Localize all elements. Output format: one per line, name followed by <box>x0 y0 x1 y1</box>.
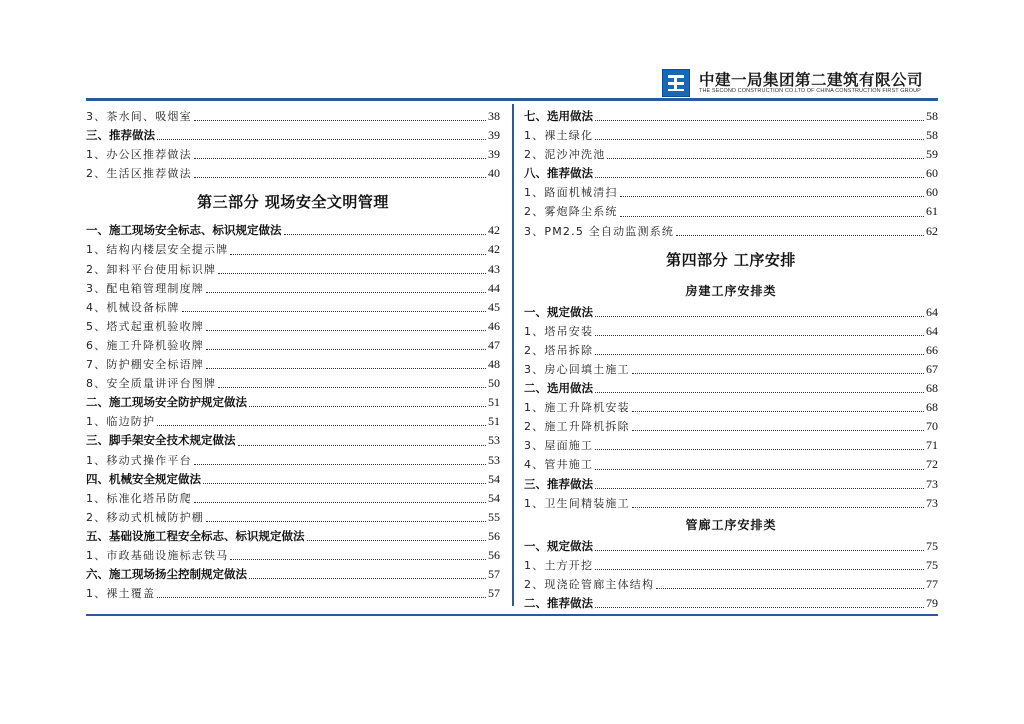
toc-entry-page: 57 <box>488 586 500 601</box>
toc-section-page: 42 <box>488 223 500 238</box>
toc-entry-title: 1、施工升降机安装 <box>524 401 630 415</box>
toc-entry-title: 1、裸土绿化 <box>524 129 594 143</box>
toc-entry-title: 2、生活区推荐做法 <box>86 167 192 181</box>
dot-leader <box>249 578 486 579</box>
toc-entry-title: 2、卸料平台使用标识牌 <box>86 262 217 276</box>
toc-section[interactable] <box>524 379 938 398</box>
toc-entry[interactable] <box>86 508 500 527</box>
toc-entry[interactable] <box>524 436 938 455</box>
toc-entry-title: 2、施工升降机拆除 <box>524 420 630 434</box>
dot-leader <box>595 139 924 140</box>
toc-section-title: 三、脚手架安全技术规定做法 <box>86 433 236 448</box>
toc-entry[interactable] <box>524 398 938 417</box>
part-heading: 第三部分 现场安全文明管理 <box>197 193 389 212</box>
toc-entry-page: 72 <box>926 457 938 472</box>
dot-leader <box>203 483 486 484</box>
toc-section-page: 56 <box>488 528 500 543</box>
toc-section[interactable] <box>86 527 500 546</box>
dot-leader <box>218 387 486 388</box>
toc-right-column <box>524 107 938 613</box>
part-heading: 第四部分 工序安排 <box>666 250 796 269</box>
toc-section-page: 60 <box>926 166 938 181</box>
toc-section[interactable] <box>86 126 500 145</box>
toc-section-page: 58 <box>926 109 938 123</box>
toc-section-title: 三、推荐做法 <box>86 128 155 143</box>
toc-entry-page: 42 <box>488 242 500 257</box>
toc-entry[interactable] <box>86 260 500 279</box>
dot-leader <box>595 335 924 336</box>
dot-leader <box>676 235 924 236</box>
toc-entry-title: 1、土方开挖 <box>524 558 594 572</box>
toc-entry-page: 53 <box>488 452 500 467</box>
toc-entry-page: 40 <box>488 166 500 181</box>
toc-entry-title: 1、卫生间精装施工 <box>524 496 630 510</box>
toc-section-title: 二、施工现场安全防护规定做法 <box>86 395 247 410</box>
toc-entry-title: 1、裸土覆盖 <box>86 587 156 601</box>
dot-leader <box>620 216 924 217</box>
toc-section-page: 68 <box>926 381 938 396</box>
toc-entry-page: 71 <box>926 438 938 453</box>
toc-entry-page: 64 <box>926 323 938 338</box>
toc-entry[interactable] <box>524 145 938 164</box>
toc-entry-page: 60 <box>926 185 938 200</box>
dot-leader <box>632 507 924 508</box>
toc-section[interactable] <box>86 470 500 489</box>
dot-leader <box>595 177 924 178</box>
toc-entry-title: 1、标准化塔吊防爬 <box>86 491 192 505</box>
toc-section-page: 75 <box>926 538 938 553</box>
toc-entry[interactable] <box>86 336 500 355</box>
dot-leader <box>194 502 486 503</box>
toc-entry-title: 1、办公区推荐做法 <box>86 148 192 162</box>
toc-entry-page: 61 <box>926 204 938 219</box>
toc-section[interactable] <box>524 303 938 322</box>
dot-leader <box>656 588 924 589</box>
dot-leader <box>607 158 924 159</box>
dot-leader <box>194 158 486 159</box>
toc-section-page: 79 <box>926 595 938 610</box>
dot-leader <box>206 368 486 369</box>
dot-leader <box>595 607 924 608</box>
toc-section[interactable] <box>86 393 500 412</box>
dot-leader <box>218 273 486 274</box>
toc-section-page: 53 <box>488 433 500 448</box>
dot-leader <box>238 445 487 446</box>
toc-section[interactable] <box>86 565 500 584</box>
dot-leader <box>632 430 924 431</box>
toc-entry[interactable] <box>524 322 938 341</box>
toc-entry-page: 66 <box>926 342 938 357</box>
toc-entry-page: 67 <box>926 361 938 376</box>
toc-entry[interactable] <box>86 279 500 298</box>
toc-section-title: 一、规定做法 <box>524 304 593 319</box>
dot-leader <box>632 373 924 374</box>
toc-entry-page: 62 <box>926 223 938 238</box>
toc-entry-page: 46 <box>488 318 500 333</box>
toc-section-page: 64 <box>926 304 938 319</box>
dot-leader <box>595 469 924 470</box>
toc-section[interactable] <box>524 107 938 126</box>
toc-section-page: 54 <box>488 471 500 486</box>
toc-entry-title: 6、施工升降机验收牌 <box>86 338 204 352</box>
toc-entry-title: 3、配电箱管理制度牌 <box>86 281 204 295</box>
toc-entry-page: 75 <box>926 557 938 572</box>
toc-entry-title: 4、机械设备标牌 <box>86 300 180 314</box>
toc-entry[interactable] <box>524 183 938 202</box>
toc-entry-title: 8、安全质量讲评台图牌 <box>86 377 217 391</box>
toc-entry-title: 1、塔吊安装 <box>524 324 594 338</box>
toc-entry-title: 1、路面机械清扫 <box>524 186 618 200</box>
toc-entry-title: 2、塔吊拆除 <box>524 343 594 357</box>
dot-leader <box>206 349 486 350</box>
toc-entry[interactable] <box>86 584 500 603</box>
toc-entry[interactable] <box>524 494 938 513</box>
toc-section-page: 73 <box>926 476 938 491</box>
toc-entry-page: 73 <box>926 495 938 510</box>
toc-section-title: 二、推荐做法 <box>524 595 593 610</box>
column-divider <box>512 104 514 606</box>
toc-entry[interactable] <box>86 145 500 164</box>
dot-leader <box>230 559 486 560</box>
page-header <box>0 0 1024 100</box>
toc-entry[interactable] <box>86 107 500 126</box>
toc-entry-page: 59 <box>926 147 938 162</box>
dot-leader <box>194 120 486 121</box>
company-name-en: THE SECOND CONSTRUCTION CO.LTD OF CHINA CONSTRUCTION FIRST GROUP <box>699 88 921 94</box>
toc-entry[interactable] <box>86 546 500 565</box>
toc-entry[interactable] <box>86 451 500 470</box>
toc-entry[interactable] <box>524 360 938 379</box>
toc-entry-page: 68 <box>926 400 938 415</box>
toc-entry-title: 2、泥沙冲洗池 <box>524 148 606 162</box>
dot-leader <box>194 464 486 465</box>
toc-entry-page: 54 <box>488 490 500 505</box>
dot-leader <box>206 330 486 331</box>
toc-entry-title: 1、市政基础设施标志铁马 <box>86 548 229 562</box>
toc-section-title: 一、规定做法 <box>524 538 593 553</box>
dot-leader <box>595 316 924 317</box>
dot-leader <box>249 406 486 407</box>
toc-entry[interactable] <box>86 298 500 317</box>
toc-section-title: 四、机械安全规定做法 <box>86 471 201 486</box>
dot-leader <box>595 488 924 489</box>
toc-entry[interactable] <box>86 164 500 183</box>
toc-entry-title: 5、塔式起重机验收牌 <box>86 319 204 333</box>
toc-entry[interactable] <box>86 489 500 508</box>
dot-leader <box>182 311 486 312</box>
toc-entry-page: 58 <box>926 128 938 143</box>
toc-entry-page: 56 <box>488 547 500 562</box>
toc-entry-page: 44 <box>488 280 500 295</box>
toc-left-column <box>86 107 500 603</box>
toc-section[interactable] <box>524 475 938 494</box>
toc-entry-title: 1、临边防护 <box>86 415 156 429</box>
toc-entry[interactable] <box>524 556 938 575</box>
dot-leader <box>206 292 486 293</box>
toc-entry-page: 39 <box>488 147 500 162</box>
toc-entry[interactable] <box>524 126 938 145</box>
toc-entry[interactable] <box>86 317 500 336</box>
dot-leader <box>620 196 924 197</box>
dot-leader <box>595 569 924 570</box>
toc-entry[interactable] <box>86 374 500 393</box>
toc-entry-title: 3、屋面施工 <box>524 439 594 453</box>
dot-leader <box>307 540 487 541</box>
toc-section[interactable] <box>524 594 938 613</box>
toc-entry-title: 2、雾炮降尘系统 <box>524 205 618 219</box>
toc-entry-title: 1、结构内楼层安全提示牌 <box>86 243 229 257</box>
toc-entry-page: 48 <box>488 357 500 372</box>
toc-entry-title: 1、移动式操作平台 <box>86 453 192 467</box>
subsection-heading: 房建工序安排类 <box>685 283 777 298</box>
toc-section[interactable] <box>524 537 938 556</box>
dot-leader <box>595 392 924 393</box>
dot-leader <box>284 234 487 235</box>
toc-section-title: 二、选用做法 <box>524 381 593 396</box>
toc-entry[interactable] <box>86 240 500 259</box>
toc-entry-title: 3、房心回填土施工 <box>524 362 630 376</box>
dot-leader <box>595 354 924 355</box>
toc-entry[interactable] <box>524 575 938 594</box>
toc-section[interactable] <box>86 431 500 450</box>
toc-section-page: 39 <box>488 128 500 143</box>
dot-leader <box>230 254 486 255</box>
toc-section-title: 三、推荐做法 <box>524 476 593 491</box>
footer-rule <box>86 614 938 616</box>
header-rule <box>86 98 938 101</box>
toc-section-title: 八、推荐做法 <box>524 166 593 181</box>
toc-entry[interactable] <box>524 341 938 360</box>
toc-entry-title: 4、管井施工 <box>524 458 594 472</box>
dot-leader <box>157 425 486 426</box>
toc-entry-page: 77 <box>926 576 938 591</box>
dot-leader <box>157 597 486 598</box>
toc-entry[interactable] <box>524 455 938 474</box>
dot-leader <box>595 449 924 450</box>
toc-entry-page: 55 <box>488 509 500 524</box>
toc-section-page: 51 <box>488 395 500 410</box>
toc-entry-page: 50 <box>488 376 500 391</box>
toc-entry-title: 2、现浇砼管廊主体结构 <box>524 577 655 591</box>
toc-entry[interactable] <box>524 417 938 436</box>
toc-section-page: 57 <box>488 567 500 582</box>
toc-section-title: 七、选用做法 <box>524 109 593 123</box>
dot-leader <box>595 120 924 121</box>
toc-entry-title: 3、茶水间、吸烟室 <box>86 110 192 123</box>
toc-entry-page: 70 <box>926 419 938 434</box>
toc-entry[interactable] <box>86 412 500 431</box>
cscec-logo-icon <box>662 69 690 97</box>
dot-leader <box>194 177 486 178</box>
toc-entry-page: 43 <box>488 261 500 276</box>
toc-section[interactable] <box>86 221 500 240</box>
toc-entry-title: 3、PM2.5 全自动监测系统 <box>524 224 675 238</box>
toc-section-title: 六、施工现场扬尘控制规定做法 <box>86 567 247 582</box>
toc-section-title: 一、施工现场安全标志、标识规定做法 <box>86 223 282 238</box>
toc-section[interactable] <box>524 164 938 183</box>
toc-entry-title: 2、移动式机械防护棚 <box>86 510 204 524</box>
company-name-cn: 中建一局集团第二建筑有限公司 <box>699 71 924 89</box>
toc-entry-page: 51 <box>488 414 500 429</box>
toc-entry-page: 38 <box>488 109 500 123</box>
dot-leader <box>206 521 486 522</box>
toc-entry-title: 7、防护棚安全标语牌 <box>86 358 204 372</box>
toc-entry-page: 45 <box>488 299 500 314</box>
toc-entry[interactable] <box>524 202 938 221</box>
subsection-heading: 管廊工序安排类 <box>685 517 777 532</box>
toc-entry[interactable] <box>86 355 500 374</box>
dot-leader <box>157 139 486 140</box>
toc-entry-page: 47 <box>488 337 500 352</box>
toc-entry[interactable] <box>524 222 938 241</box>
dot-leader <box>632 411 924 412</box>
dot-leader <box>595 550 924 551</box>
toc-section-title: 五、基础设施工程安全标志、标识规定做法 <box>86 528 305 543</box>
